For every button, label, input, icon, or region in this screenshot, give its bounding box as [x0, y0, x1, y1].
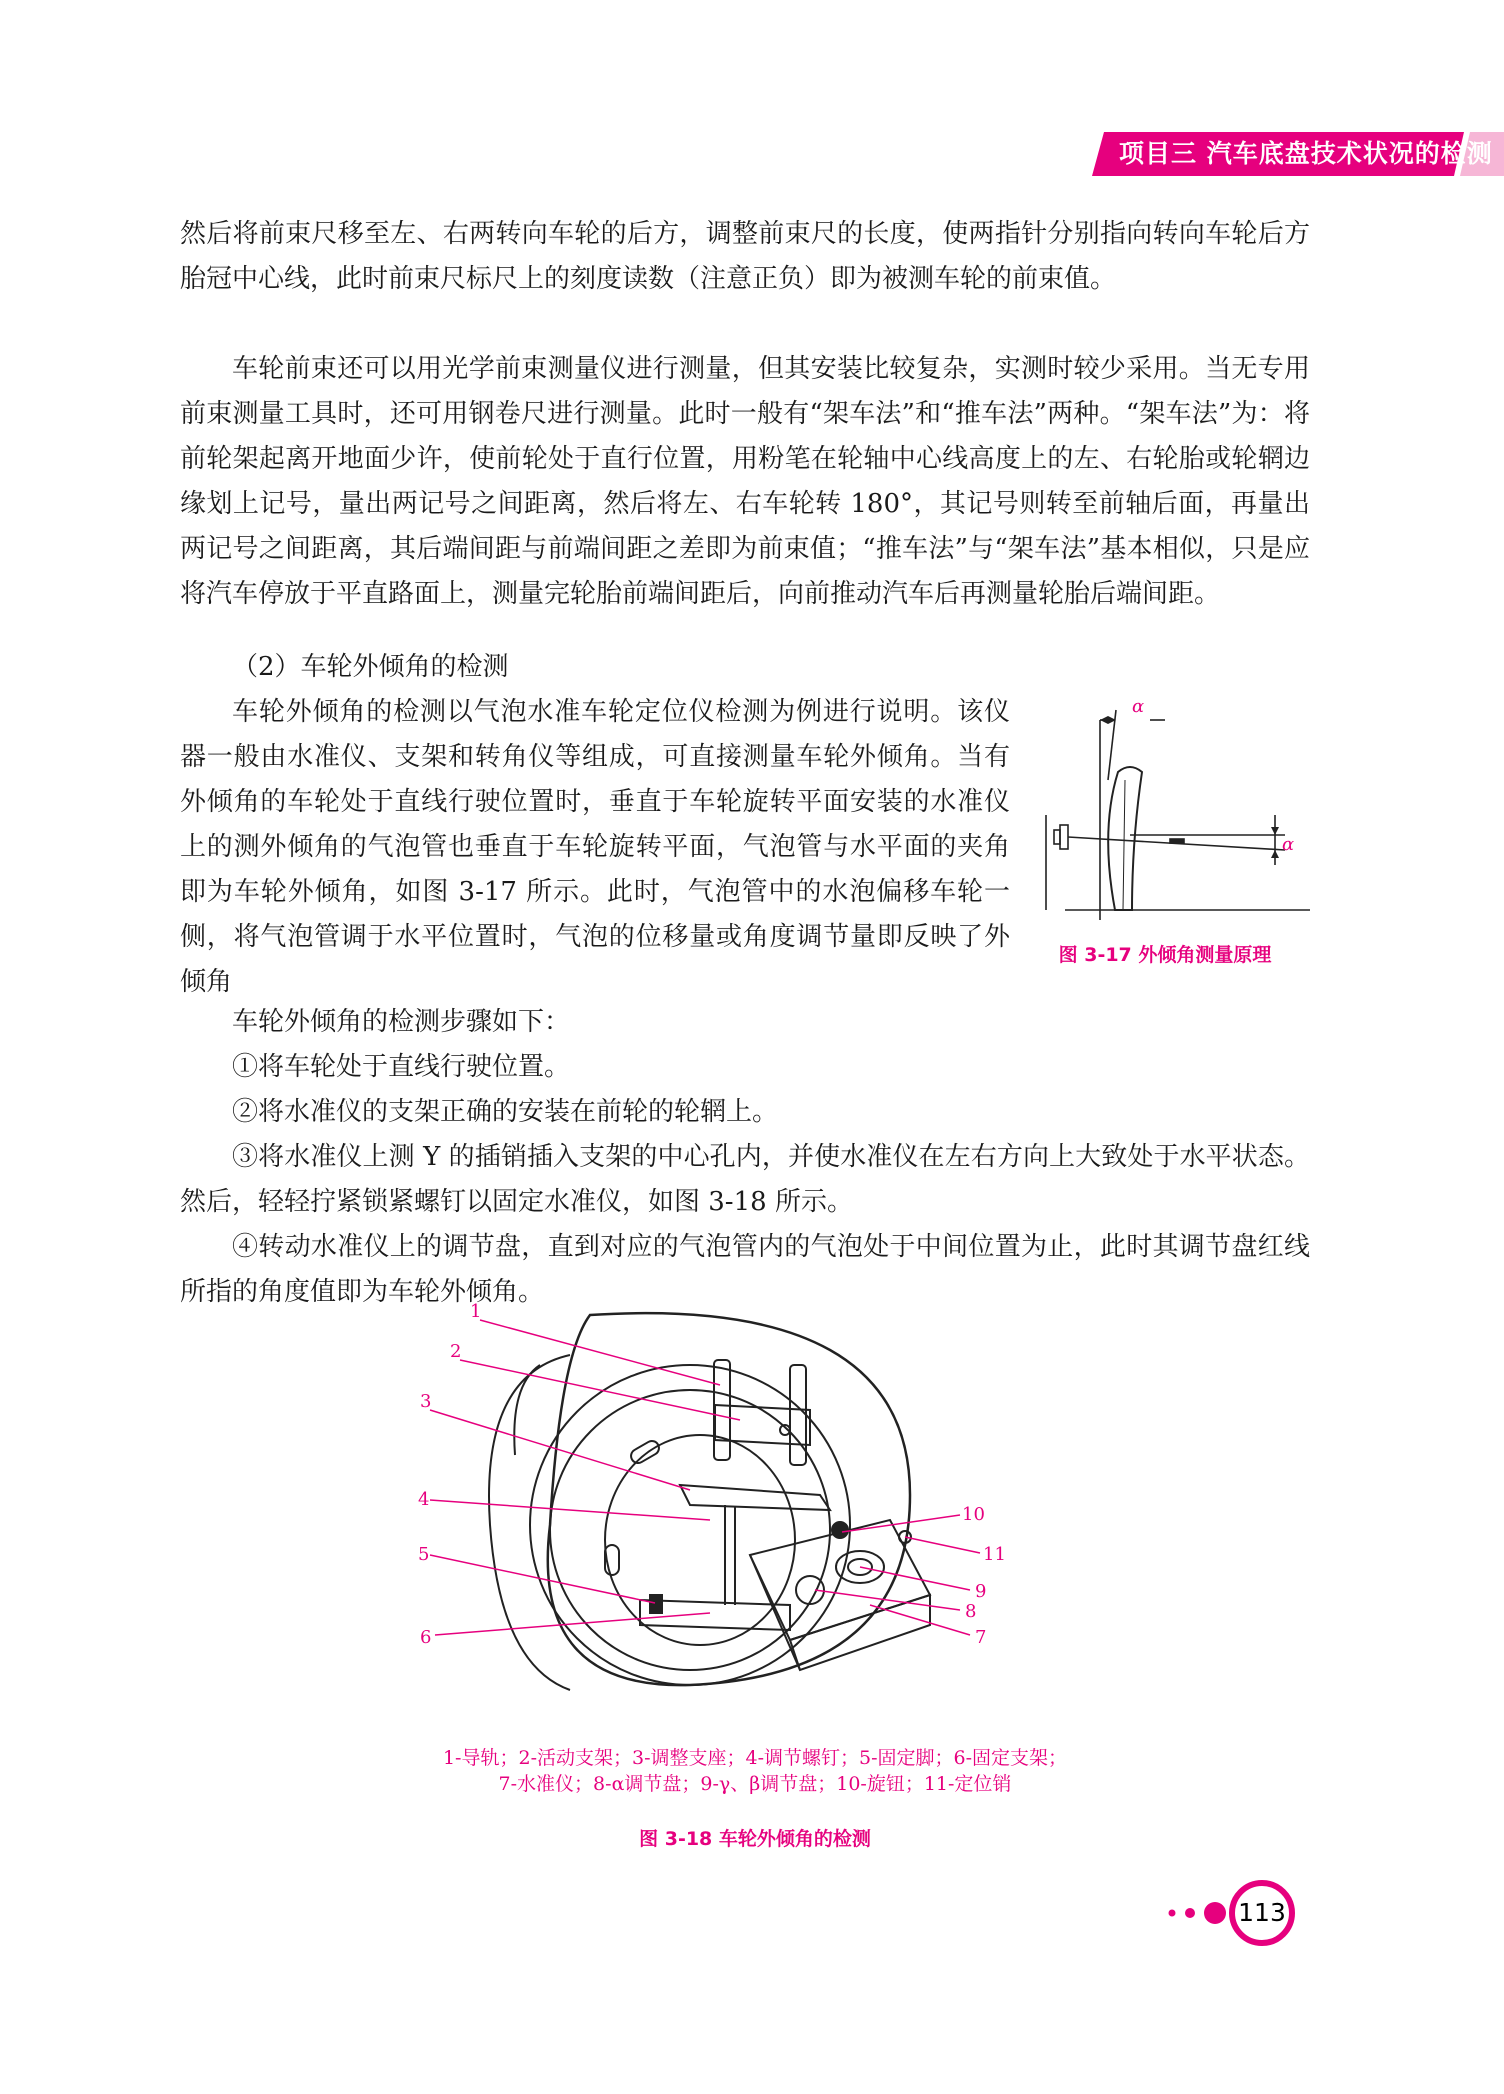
paragraph-toe-ruler: 然后将前束尺移至左、右两转向车轮的后方，调整前束尺的长度，使两指针分别指向转向车轮后方胎冠中心线，此时前束尺标尺上的刻度读数（注意正负）即为被测车轮的前束值。 — [180, 219, 1310, 294]
figure-camber-measurement — [390, 1295, 1100, 1715]
page-number-area — [1160, 1878, 1330, 1948]
chapter-title: 项目三 汽车底盘技术状况的检测 — [1119, 139, 1493, 168]
label-8: 8 — [965, 1601, 977, 1622]
step-3: ③将水准仪上测 Y 的插销插入支架的中心孔内，并使水准仪在左右方向上大致处于水平状态。然后，轻轻拧紧锁紧螺钉以固定水准仪，如图 3-18 所示。 — [180, 1142, 1310, 1217]
paragraph-toe-methods: 车轮前束还可以用光学前束测量仪进行测量，但其安装比较复杂，实测时较少采用。当无专用前束测量工具时，还可用钢卷尺进行测量。此时一般有“架车法”和“推车法”两种。“架车法”为：将前轮架起离开地面少许，使前轮处于直行位置，用粉笔在轮轴中心线高度上的左、右轮胎或轮辋边缘划上记号，量出两记号之间距离，然后将左、右车轮转 180°，其记号则转至前轴后面，再量出两记号之间距离，其后端间距与前端间距之差即为前束值；“推车法”与“架车法”基本相似，只是应将汽车停放于平直路面上，测量完轮胎前端间距后，向前推动汽车后再测量轮胎后端间距。 — [180, 354, 1310, 609]
label-5: 5 — [418, 1544, 430, 1565]
figure-18-caption: 图 3-18 车轮外倾角的检测 — [639, 1828, 871, 1850]
page-number: 113 — [1238, 1898, 1286, 1927]
figure-18-legend — [300, 1745, 1210, 1797]
section-heading-camber: （2）车轮外倾角的检测 — [232, 652, 509, 682]
label-3: 3 — [420, 1391, 432, 1412]
alpha-label-top: α — [1132, 696, 1145, 717]
figure-17-caption: 图 3-17 外倾角测量原理 — [1058, 944, 1272, 966]
label-6: 6 — [420, 1627, 432, 1648]
label-1: 1 — [470, 1301, 482, 1322]
label-4: 4 — [418, 1489, 430, 1510]
chapter-header-bar — [864, 132, 1504, 176]
paragraph-camber-principle: 车轮外倾角的检测以气泡水准车轮定位仪检测为例进行说明。该仪器一般由水准仪、支架和转角仪等组成，可直接测量车轮外倾角。当有外倾角的车轮处于直线行驶位置时，垂直于车轮旋转平面安装的水准仪上的测外倾角的气泡管也垂直于车轮旋转平面，气泡管与水平面的夹角即为车轮外倾角，如图 3-17 所示。此时，气泡管中的水泡偏移车轮一侧，将气泡管调于水平位置时，气泡的位移量或角度调节量即反映了外倾角 — [180, 697, 1010, 997]
paragraph-steps-intro: 车轮外倾角的检测步骤如下： — [232, 1007, 571, 1037]
step-4: ④转动水准仪上的调节盘，直到对应的气泡管内的气泡处于中间位置为止，此时其调节盘红线所指的角度值即为车轮外倾角。 — [180, 1232, 1310, 1307]
label-11: 11 — [983, 1544, 1006, 1565]
figure-camber-principle — [1020, 690, 1310, 930]
label-9: 9 — [975, 1581, 987, 1602]
figure-18-legend-line-1: 1-导轨；2-活动支架；3-调整支座；4-调节螺钉；5-固定脚；6-固定支架； — [442, 1747, 1068, 1769]
label-7: 7 — [975, 1627, 987, 1648]
label-2: 2 — [450, 1341, 462, 1362]
figure-18-legend-line-2: 7-水准仪；8-α调节盘；9-γ、β调节盘；10-旋钮；11-定位销 — [498, 1773, 1012, 1795]
alpha-label-side: α — [1282, 834, 1295, 855]
label-10: 10 — [962, 1504, 985, 1525]
step-2: ②将水准仪的支架正确的安装在前轮的轮辋上。 — [232, 1097, 779, 1127]
step-1: ①将车轮处于直线行驶位置。 — [232, 1052, 571, 1082]
